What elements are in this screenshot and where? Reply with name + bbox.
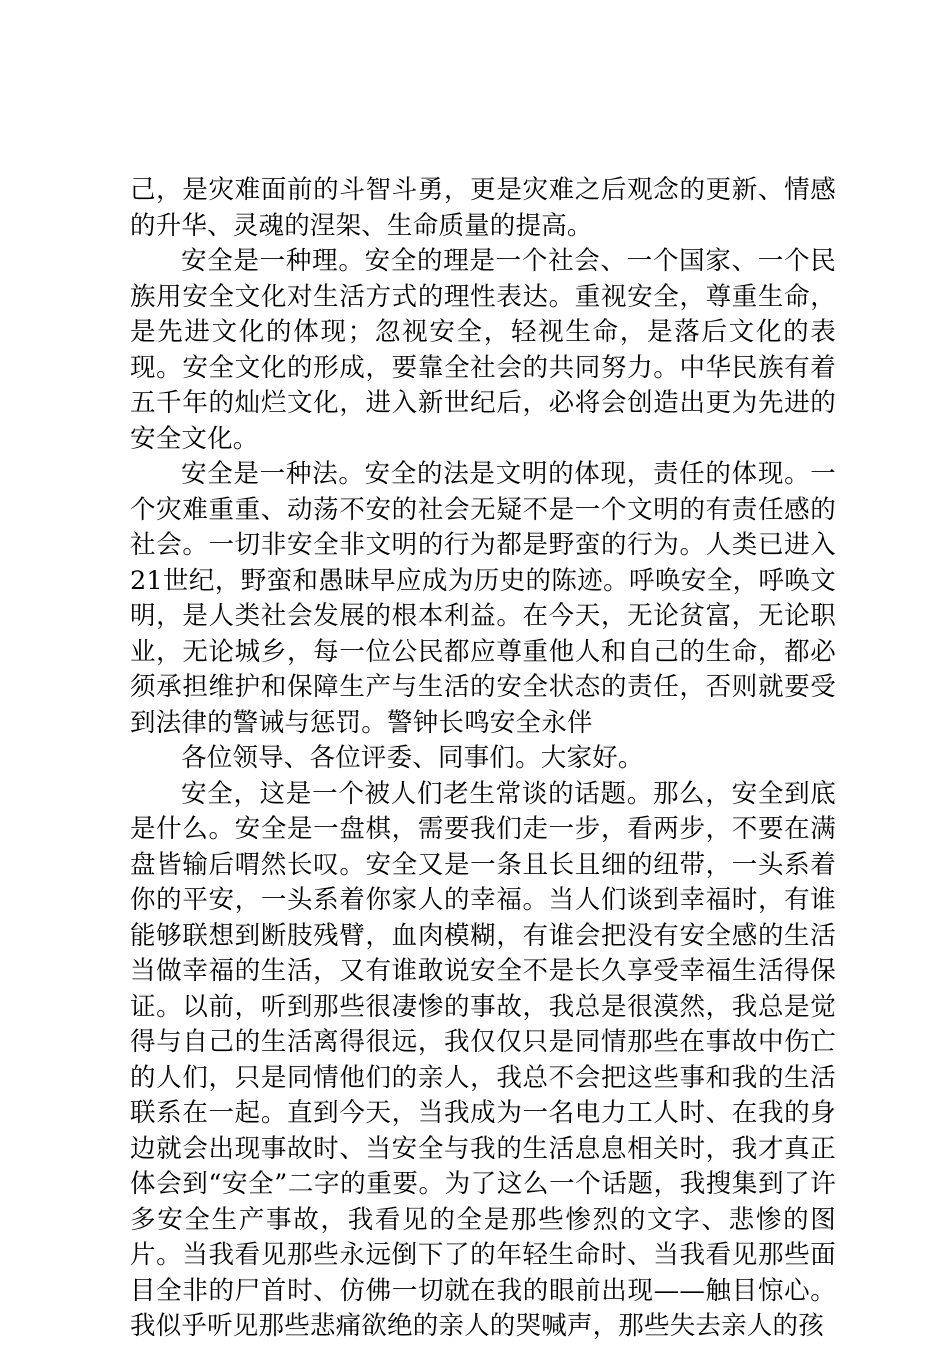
paragraph-continuation: 己，是灾难面前的斗智斗勇，更是灾难之后观念的更新、情感的升华、灵魂的涅架、生命质量的提高。 <box>130 175 836 241</box>
paragraph-safety-topic: 安全，这是一个被人们老生常谈的话题。那么，安全到底是什么。安全是一盘棋，需要我们走一步，看两步，不要在满盘皆输后喟然长叹。安全又是一条且长且细的纽带，一头系着你的平安，一头系着你家人的幸福。当人们谈到幸福时，有谁能够联想到断肢残臂，血肉模糊，有谁会把没有安全感的生活当做幸福的生活，又有谁敢说安全不是长久享受幸福生活得保证。以前，听到那些很凄惨的事故，我总是很漠然，我总是觉得与自己的生活离得很远，我仅仅只是同情那些在事故中伤亡的人们，只是同情他们的亲人，我总不会把这些事和我的生活联系在一起。直到今天，当我成为一名电力工人时、在我的身边就会出现事故时、当安全与我的生活息息相关时，我才真正体会到“安全”二字的重要。为了这么一个话题，我搜集到了许多安全生产事故，我看见的全是那些惨烈的文字、悲惨的图片。当我看见那些永远倒下了的年轻生命时、当我看见那些面目全非的尸首时、仿佛一切就在我的眼前出现——触目惊心。我似乎听见那些悲痛欲绝的亲人的哭喊声，那些失去亲人的孩 <box>130 778 836 1341</box>
paragraph-safety-reason: 安全是一种理。安全的理是一个社会、一个国家、一个民族用安全文化对生活方式的理性表达。重视安全，尊重生命，是先进文化的体现；忽视安全，轻视生命，是落后文化的表现。安全文化的形成，要靠全社会的共同努力。中华民族有着五千年的灿烂文化，进入新世纪后，必将会创造出更为先进的安全文化。 <box>130 246 836 454</box>
paragraph-safety-law: 安全是一种法。安全的法是文明的体现，责任的体现。一个灾难重重、动荡不安的社会无疑不是一个文明的有责任感的社会。一切非安全非文明的行为都是野蛮的行为。人类已进入21世纪，野蛮和愚昧早应成为历史的陈迹。呼唤安全，呼唤文明，是人类社会发展的根本利益。在今天，无论贫富，无论职业，无论城乡，每一位公民都应尊重他人和自己的生命，都必须承担维护和保障生产与生活的安全状态的责任，否则就要受到法律的警诫与惩罚。警钟长鸣安全永伴 <box>130 459 836 738</box>
document-body <box>130 173 836 1345</box>
paragraph-greeting: 各位领导、各位评委、同事们。大家好。 <box>181 743 644 773</box>
